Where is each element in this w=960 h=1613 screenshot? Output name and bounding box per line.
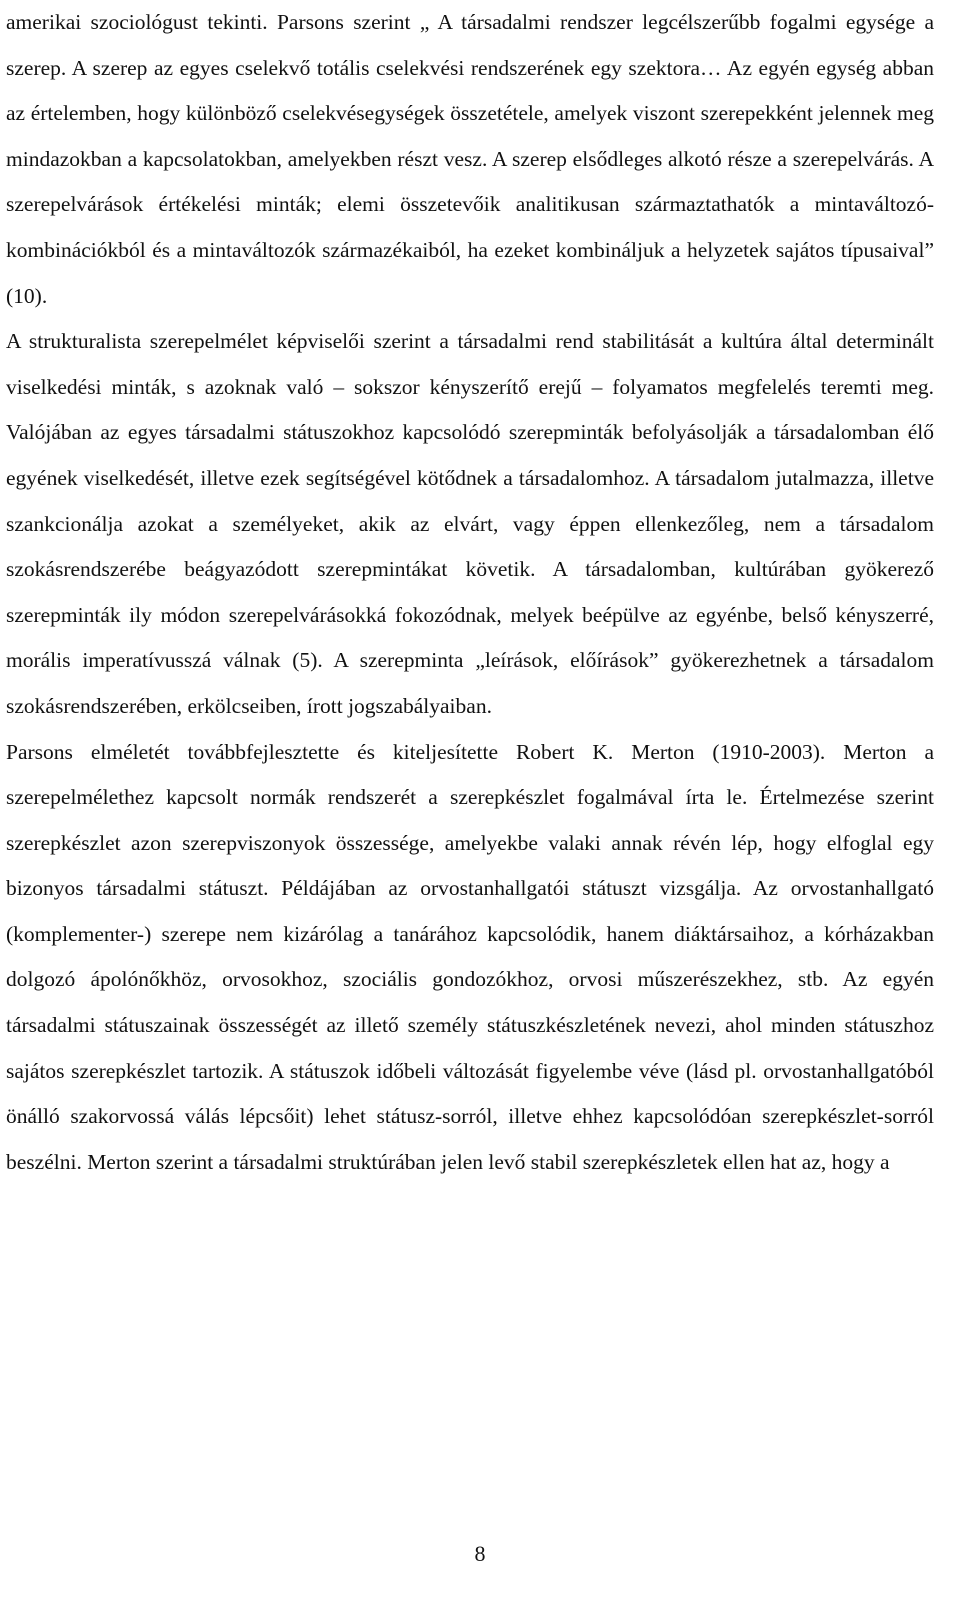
page-number: 8 (474, 1541, 486, 1566)
paragraph-merton-role-set: Parsons elméletét továbbfejlesztette és kiteljesítette Robert K. Merton (1910-2003). Merton a szerepelmélethez kapcsolt normák rendszerét a szerepkészlet fogalmával írta le. Értelmezése szerint szerepkészlet azon szerepviszonyok összessége, amelyekbe valaki annak révén lép, hogy elfoglal egy bizonyos társadalmi státuszt. Példájában az orvostanhallgatói státuszt vizsgálja. Az orvostanhallgató (komplementer-) szerepe nem kizárólag a tanárához kapcsolódik, hanem diáktársaihoz, a kórházakban dolgozó ápolónőkhöz, orvosokhoz, szociális gondozókhoz, orvosi műszerészekhez, stb. Az egyén társadalmi státuszainak összességét az illető személy státuszkészletének nevezi, ahol minden státuszhoz sajátos szerepkészlet tartozik. A státuszok időbeli változását figyelembe véve (lásd pl. orvostanhallgatóból önálló szakorvossá válás lépcsőit) lehet státusz-sorról, illetve ehhez kapcsolódóan szerepkészlet-sorról beszélni. Merton szerint a társadalmi struktúrában jelen levő stabil szerepkészletek ellen hat az, hogy a (6, 739, 934, 1174)
paragraph-parsons-quote: amerikai szociológust tekinti. Parsons szerint „ A társadalmi rendszer legcélszerűbb fogalmi egysége a szerep. A szerep az egyes cselekvő totális cselekvési rendszerének egy szektora… Az egyén egység abban az értelemben, hogy különböző cselekvésegységek összetétele, amelyek viszont szerepekként jelennek meg mindazokban a kapcsolatokban, amelyekben részt vesz. A szerep elsődleges alkotó része a szerepelvárás. A szerepelvárások értékelési minták; elemi összetevőik analitikusan származtathatók a mintaváltozó-kombinációkból és a mintaváltozók származékaiból, ha ezeket kombináljuk a helyzetek sajátos típusaival” (10). (6, 10, 934, 308)
body-text (6, 0, 934, 1185)
paragraph-structuralist-theory: A strukturalista szerepelmélet képviselői szerint a társadalmi rend stabilitását a kultúra által determinált viselkedési minták, s azoknak való – sokszor kényszerítő erejű – folyamatos megfelelés teremti meg. Valójában az egyes társadalmi státuszokhoz kapcsolódó szerepminták befolyásolják a társadalomban élő egyének viselkedését, illetve ezek segítségével kötődnek a társadalomhoz. A társadalom jutalmazza, illetve szankcionálja azokat a személyeket, akik az elvárt, vagy éppen ellenkezőleg, nem a társadalom szokásrendszerébe beágyazódott szerepmintákat követik. A társadalomban, kultúrában gyökerező szerepminták ily módon szerepelvárásokká fokozódnak, melyek beépülve az egyénbe, belső kényszerré, morális imperatívusszá válnak (5). A szerepminta „leírások, előírások” gyökerezhetnek a társadalom szokásrendszerében, erkölcseiben, írott jogszabályaiban. (6, 329, 934, 718)
